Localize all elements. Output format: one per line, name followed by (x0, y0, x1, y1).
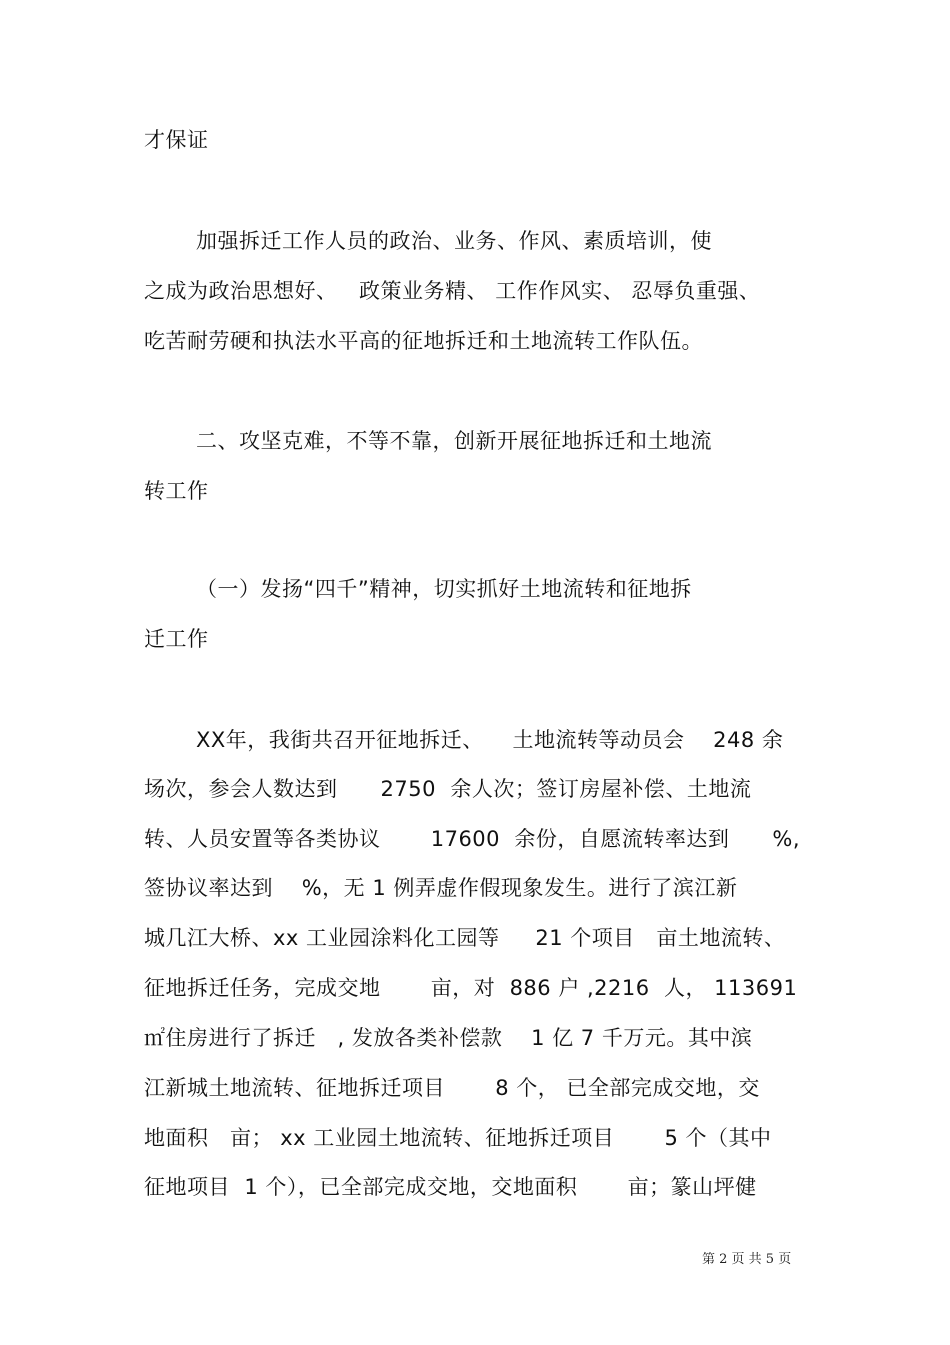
section-heading-2-line-1: 二、攻坚克难，不等不靠，创新开展征地拆迁和土地流 (196, 429, 712, 453)
subheading-1-line-1: （一）发扬“四千”精神，切实抓好土地流转和征地拆 (196, 577, 692, 601)
paragraph-2-line-9: 地面积 亩； xx 工业园土地流转、征地拆迁项目 5 个（其中 (144, 1126, 772, 1150)
paragraph-2-line-3: 转、人员安置等各类协议 17600 余份，自愿流转率达到 %, (144, 827, 801, 851)
paragraph-2-line-5: 城几江大桥、xx 工业园涂料化工园等 21 个项目 亩土地流转、 (144, 926, 786, 950)
paragraph-2-line-7: ㎡住房进行了拆迁 , 发放各类补偿款 1 亿 7 千万元。其中滨 (144, 1026, 753, 1050)
paragraph-1-line-1: 加强拆迁工作人员的政治、业务、作风、素质培训，使 (196, 229, 712, 253)
continuation-text: 才保证 (144, 128, 209, 152)
paragraph-2-line-10: 征地项目 1 个），已全部完成交地，交地面积 亩；篆山坪健 (144, 1175, 757, 1199)
paragraph-2-line-2: 场次，参会人数达到 2750 余人次；签订房屋补偿、土地流 (144, 777, 752, 801)
paragraph-2-line-1: XX年，我街共召开征地拆迁、 土地流转等动员会 248 余 (196, 728, 784, 752)
paragraph-1-line-3: 吃苦耐劳硬和执法水平高的征地拆迁和土地流转工作队伍。 (144, 329, 703, 353)
section-heading-2-line-2: 转工作 (144, 479, 209, 503)
paragraph-2-line-6: 征地拆迁任务，完成交地 亩，对 886 户 ,2216 人， 113691 (144, 976, 798, 1000)
paragraph-2-line-8: 江新城土地流转、征地拆迁项目 8 个， 已全部完成交地，交 (144, 1076, 760, 1100)
paragraph-2-line-4: 签协议率达到 %，无 1 例弄虚作假现象发生。进行了滨江新 (144, 876, 738, 900)
paragraph-1-line-2: 之成为政治思想好、 政策业务精、 工作作风实、 忍辱负重强、 (144, 279, 761, 303)
page-number-footer: 第 2 页 共 5 页 (702, 1252, 792, 1267)
subheading-1-line-2: 迁工作 (144, 627, 209, 651)
